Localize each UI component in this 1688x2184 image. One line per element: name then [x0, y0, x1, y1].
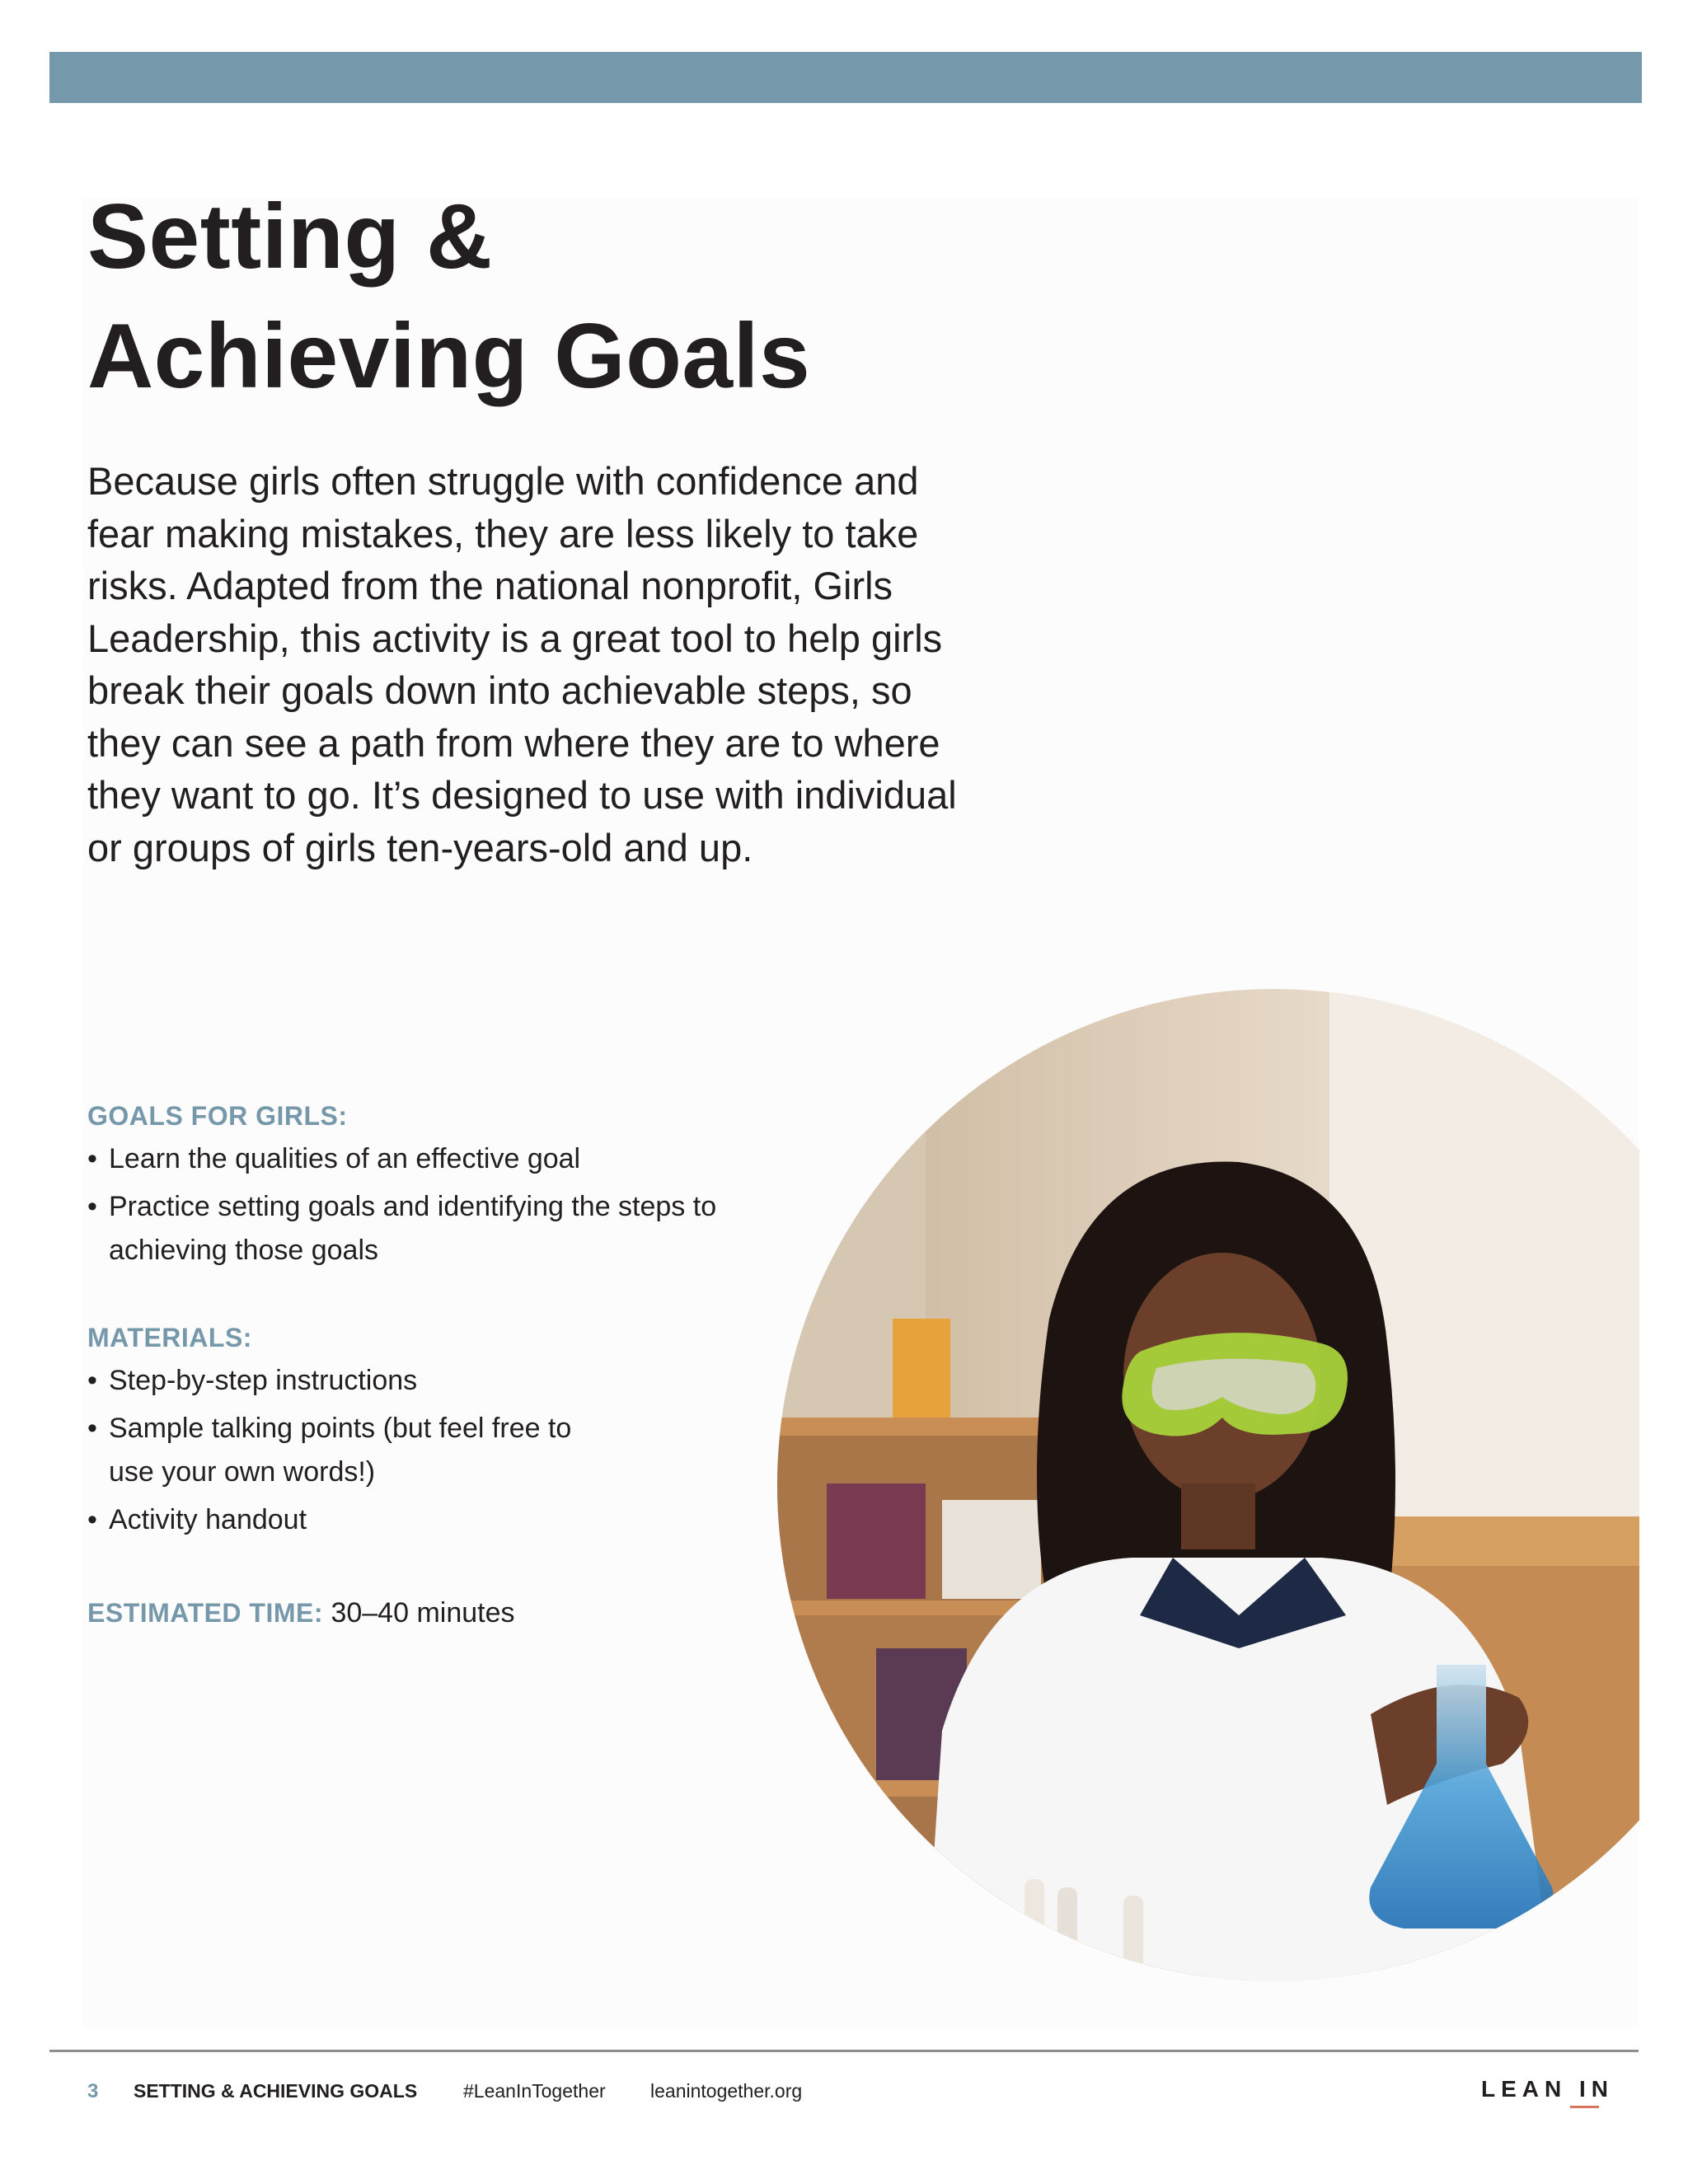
estimated-time — [87, 1597, 515, 1629]
goals-label: GOALS FOR GIRLS: — [87, 1101, 348, 1131]
girl-science-photo — [777, 989, 1639, 1981]
materials-label: MATERIALS: — [87, 1323, 252, 1352]
footer-doc-title: SETTING & ACHIEVING GOALS — [134, 2080, 418, 2102]
materials-list — [87, 1359, 582, 1546]
list-item: • Learn the qualities of an effective goal — [87, 1137, 747, 1181]
logo-underline — [1570, 2106, 1599, 2108]
list-item: • Activity handout — [87, 1498, 582, 1542]
list-item: • Practice setting goals and identifying the steps to achieving those goals — [87, 1185, 747, 1272]
intro-paragraph: Because girls often struggle with confidence and fear making mistakes, they are less likely to take risks. Adapted from the national nonprofit, Girls Leadership, this activity is a great tool to help girls break their goals down into achievable steps, so they can see a path from where they are to where they want to go. It’s designed to use with individual or groups of girls ten-years-old and up. — [87, 459, 957, 869]
goals-list — [87, 1137, 747, 1277]
footer-divider — [49, 2050, 1639, 2052]
estimated-time-value: 30–40 minutes — [323, 1597, 515, 1629]
title-line-1: Setting & — [87, 185, 493, 288]
footer-url: leanintogether.org — [650, 2080, 803, 2102]
list-item: • Step-by-step instructions — [87, 1359, 582, 1403]
page-title — [87, 177, 810, 416]
footer-hashtag: #LeanInTogether — [463, 2080, 606, 2102]
list-item: • Sample talking points (but feel free to use your own words!) — [87, 1407, 582, 1494]
estimated-time-label: ESTIMATED TIME: — [87, 1598, 323, 1628]
page-number: 3 — [87, 2080, 99, 2102]
title-line-2: Achieving Goals — [87, 305, 811, 407]
header-band — [49, 52, 1642, 103]
lean-in-logo: LEAN IN — [1481, 2076, 1614, 2102]
